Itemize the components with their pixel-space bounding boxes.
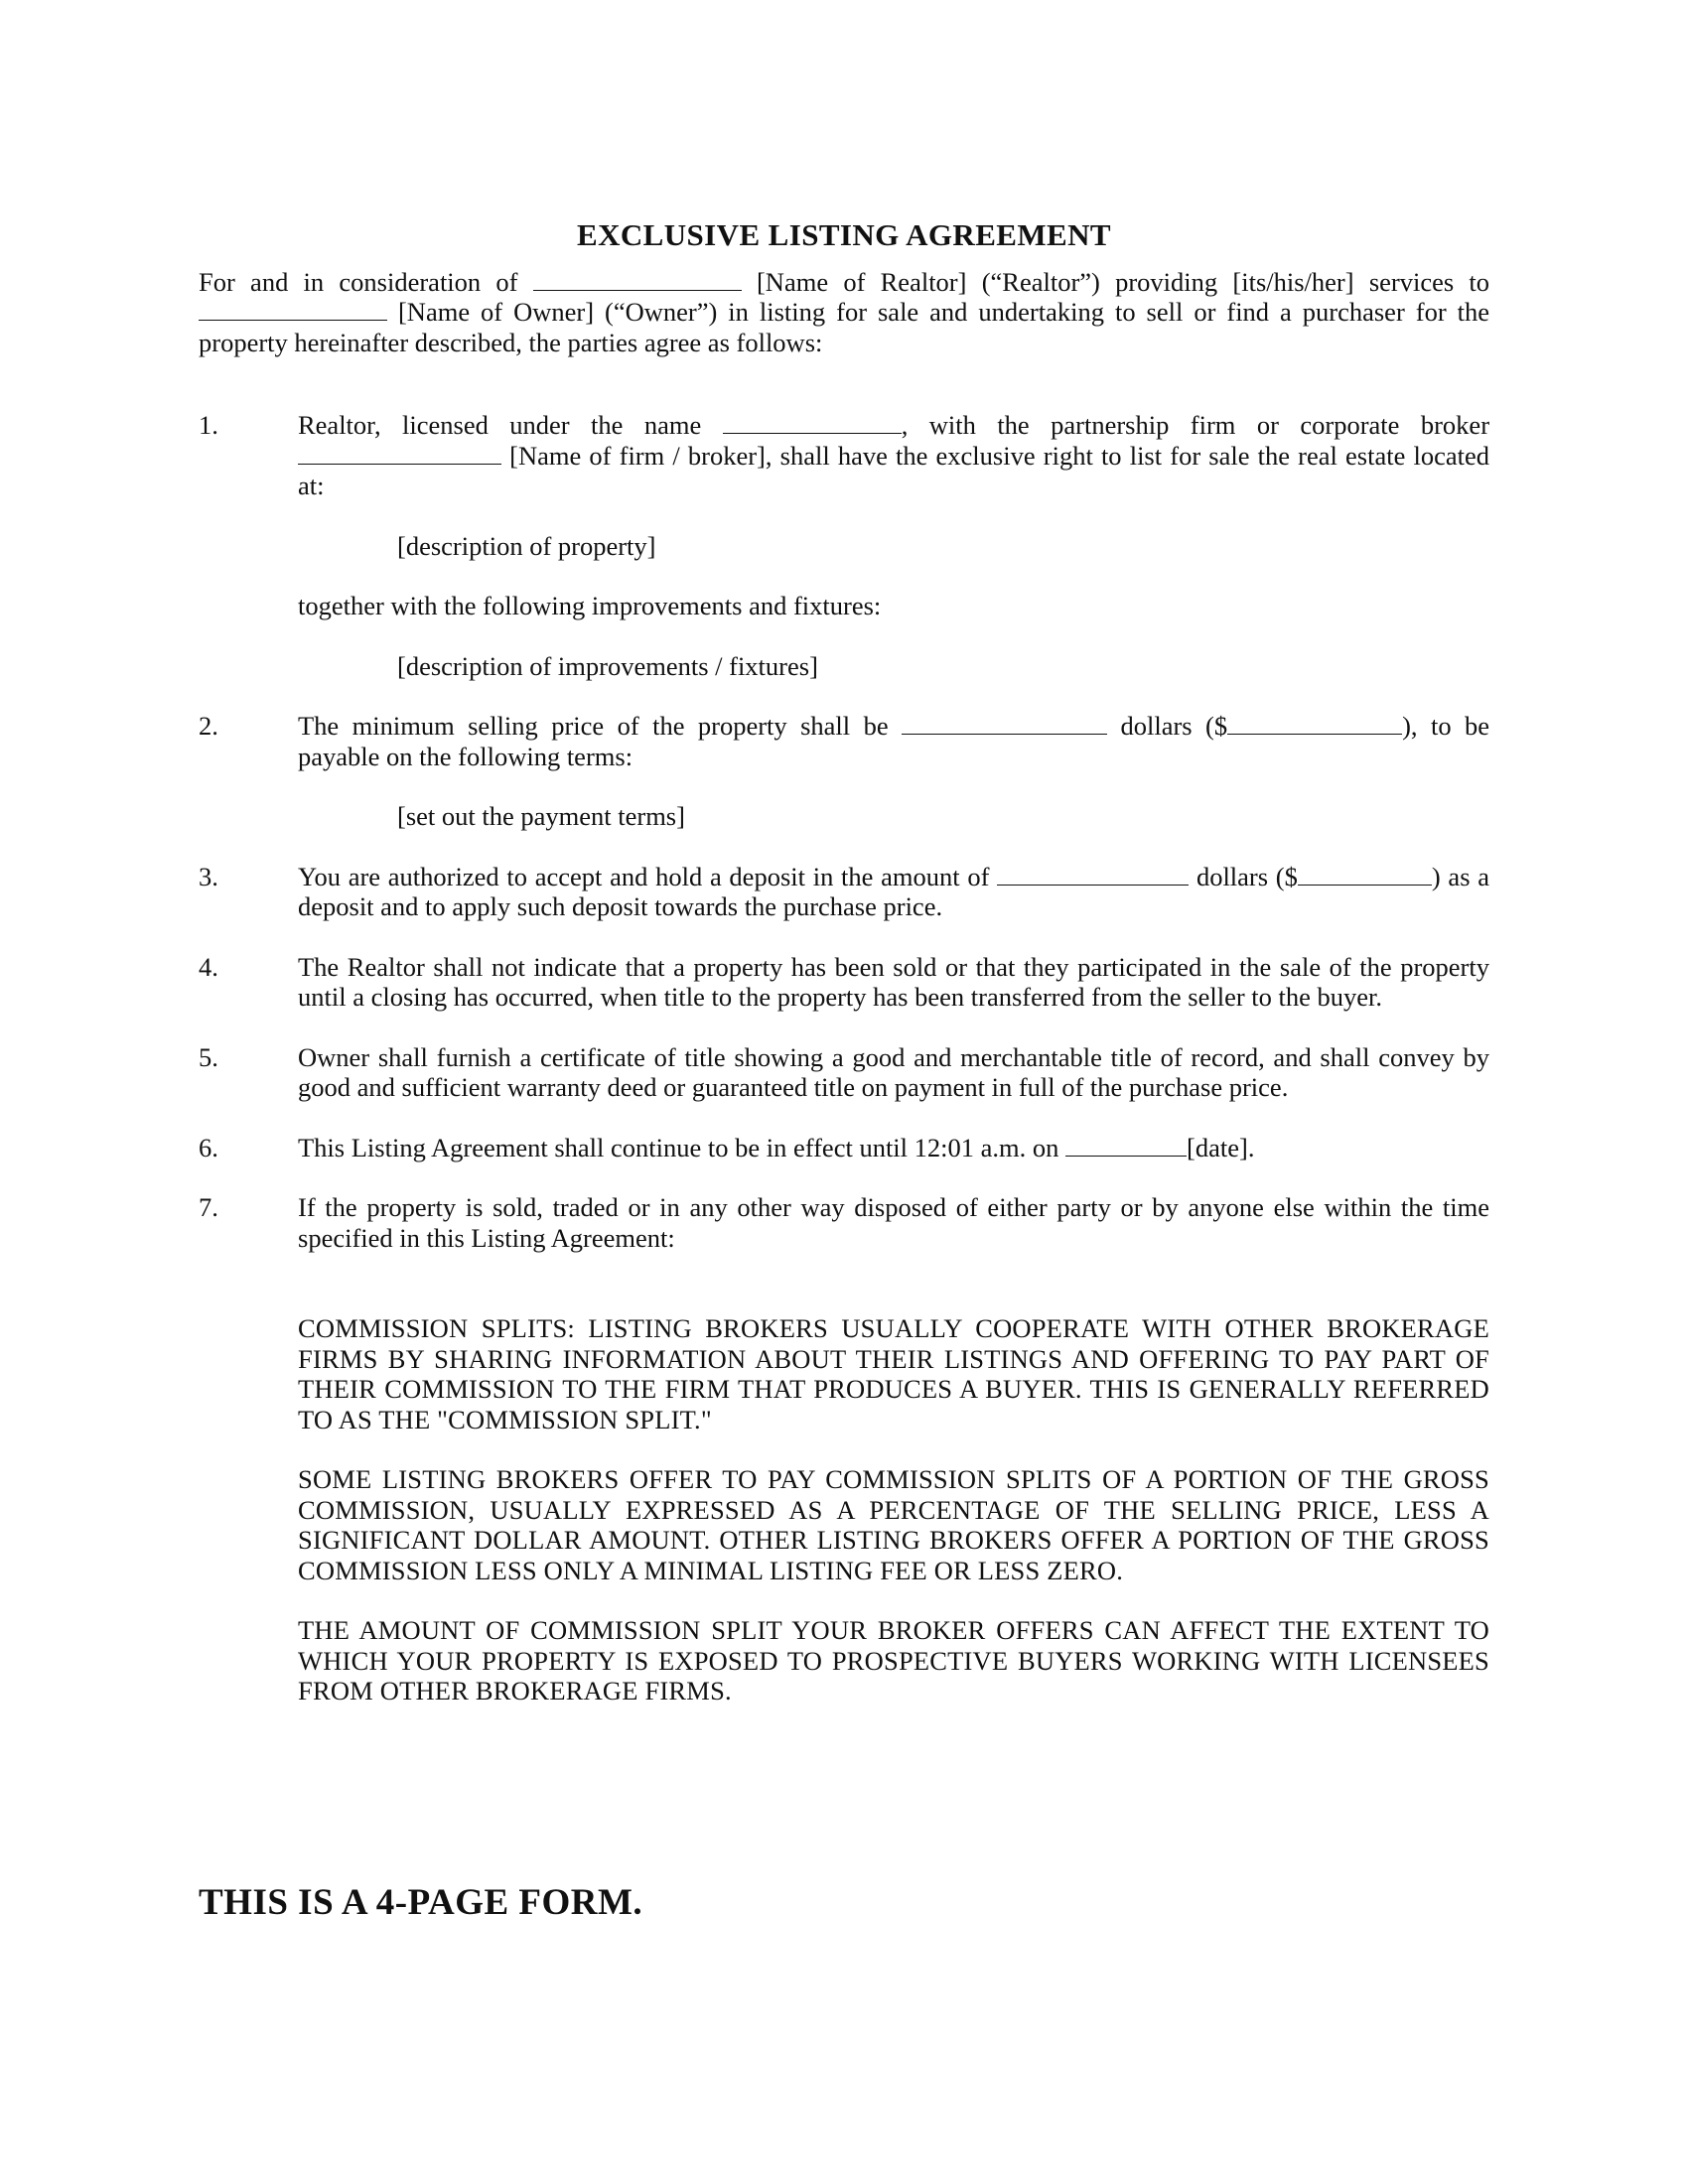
clause-2: [199, 711, 1489, 832]
deposit-amount-blank[interactable]: [1298, 863, 1432, 886]
property-description-placeholder: [description of property]: [397, 530, 656, 561]
clause-6: [199, 1133, 1489, 1163]
clause-number: 1.: [199, 410, 218, 440]
clause-number: 7.: [199, 1192, 218, 1222]
intro-paragraph: [199, 267, 1489, 358]
clause-2-text-c: ), to be payable on the following terms:: [298, 711, 1490, 771]
document-page: [199, 217, 1490, 1706]
clause-2-text: [298, 711, 1489, 771]
clause-6-text-a: This Listing Agreement shall continue to be in effect until 12:01 a.m. on: [298, 1132, 1059, 1162]
clause-4: [199, 952, 1489, 1013]
clause-7: [199, 1192, 1489, 1706]
intro-text-1: For and in consideration of: [199, 266, 518, 297]
clause-2-text-b: dollars ($: [1120, 711, 1228, 741]
clause-3-text-c: ) as a deposit and to apply such deposit towards the purchase price.: [298, 861, 1489, 921]
clause-number: 6.: [199, 1132, 218, 1162]
price-amount-blank[interactable]: [1227, 712, 1402, 735]
licensed-name-blank[interactable]: [723, 411, 902, 434]
page-count-notice: THIS IS A 4-PAGE FORM.: [199, 1882, 643, 1923]
clause-number: 4.: [199, 951, 218, 982]
clause-4-text: The Realtor shall not indicate that a property has been sold or that they participated in the sale of the property until a closing has occurred, when title to the property has been transferred from the seller to the buyer.: [298, 951, 1489, 1012]
clause-6-text-b: [date].: [1187, 1132, 1255, 1162]
clause-1-text-a: Realtor, licensed under the name: [298, 410, 702, 440]
commission-split-notice: COMMISSION SPLITS: LISTING BROKERS USUALLY COOPERATE WITH OTHER BROKERAGE FIRMS BY SHARING INFORMATION ABOUT THEIR LISTINGS AND OFFERING TO PAY PART OF THEIR COMMISSION TO THE FIRM THAT PRODUCES A BUYER. THIS IS GENERALLY REFERRED TO AS THE "COMMISSION SPLIT.": [298, 1313, 1489, 1434]
commission-split-exposure-notice: THE AMOUNT OF COMMISSION SPLIT YOUR BROKER OFFERS CAN AFFECT THE EXTENT TO WHICH YOUR PROPERTY IS EXPOSED TO PROSPECTIVE BUYERS WORKING WITH LICENSEES FROM OTHER BROKERAGE FIRMS.: [298, 1615, 1489, 1706]
clause-1-text: [298, 410, 1489, 501]
clause-number: 3.: [199, 861, 218, 891]
clause-1-text-b: , with the partnership firm or corporate broker: [901, 410, 1490, 440]
clause-3-text-b: dollars ($: [1196, 861, 1298, 891]
owner-name-blank[interactable]: [199, 298, 387, 321]
clause-7-text: If the property is sold, traded or in any other way disposed of either party or by anyone else within the time specified in this Listing Agreement:: [298, 1192, 1489, 1253]
commission-split-portion-notice: SOME LISTING BROKERS OFFER TO PAY COMMISSION SPLITS OF A PORTION OF THE GROSS COMMISSION, USUALLY EXPRESSED AS A PERCENTAGE OF THE SELLING PRICE, LESS A SIGNIFICANT DOLLAR AMOUNT. OTHER LISTING BROKERS OFFER A PORTION OF THE GROSS COMMISSION LESS ONLY A MINIMAL LISTING FEE OR LESS ZERO.: [298, 1464, 1489, 1585]
price-words-blank[interactable]: [902, 712, 1107, 735]
realtor-name-blank[interactable]: [533, 268, 742, 291]
payment-terms-placeholder: [set out the payment terms]: [397, 801, 685, 831]
clause-1: [199, 410, 1489, 681]
clause-5-text: Owner shall furnish a certificate of title showing a good and merchantable title of record, and shall convey by good and sufficient warranty deed or guaranteed title on payment in full of the purchase price.: [298, 1041, 1489, 1102]
deposit-words-blank[interactable]: [997, 863, 1189, 886]
clause-number: 2.: [199, 711, 218, 741]
clause-3: [199, 862, 1489, 922]
clause-3-text: [298, 862, 1489, 922]
intro-text-2: [Name of Realtor] (“Realtor”) providing [its/his/her] services to: [756, 266, 1490, 297]
clause-6-text: [298, 1133, 1489, 1163]
clause-5: [199, 1042, 1489, 1103]
document-title: EXCLUSIVE LISTING AGREEMENT: [577, 217, 1111, 252]
intro-text-3: [Name of Owner] (“Owner”) in listing for sale and undertaking to sell or find a purchaser for the property hereinafter described, the parties agree as follows:: [199, 297, 1489, 357]
clause-2-text-a: The minimum selling price of the property shall be: [298, 711, 889, 741]
broker-name-blank[interactable]: [298, 442, 501, 465]
clause-1-text-c: [Name of firm / broker], shall have the exclusive right to list for sale the real estate located at:: [298, 440, 1489, 500]
clause-number: 5.: [199, 1041, 218, 1072]
improvements-placeholder: [description of improvements / fixtures]: [397, 650, 818, 681]
improvements-intro: together with the following improvements and fixtures:: [298, 591, 882, 620]
expiry-date-blank[interactable]: [1065, 1134, 1187, 1157]
clause-3-text-a: You are authorized to accept and hold a deposit in the amount of: [298, 861, 990, 891]
